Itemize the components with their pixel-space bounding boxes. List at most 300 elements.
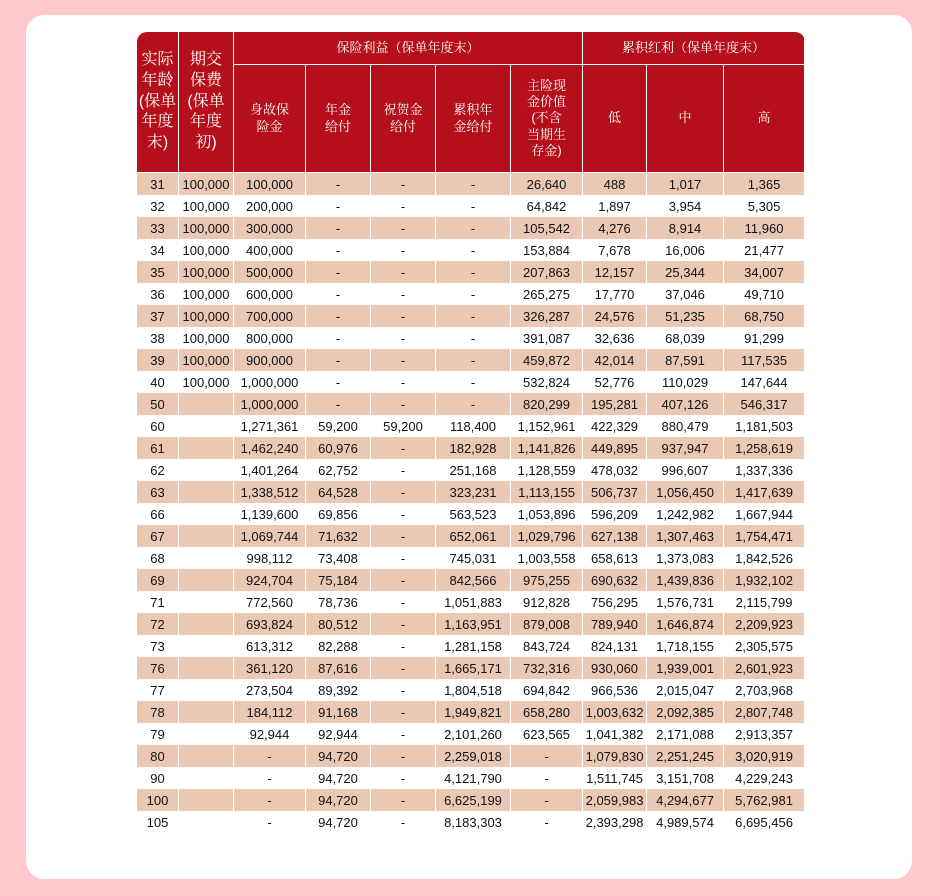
bonus-low-cell: 1,041,382 bbox=[583, 723, 647, 745]
age-cell: 60 bbox=[137, 415, 179, 437]
cash-value-cell: 843,724 bbox=[511, 635, 583, 657]
annuity-cell: - bbox=[306, 173, 371, 196]
bonus-mid-cell: 2,092,385 bbox=[647, 701, 724, 723]
annuity-cell: 64,528 bbox=[306, 481, 371, 503]
premium-cell bbox=[179, 811, 234, 833]
bonus-low-cell: 488 bbox=[583, 173, 647, 196]
bonus-mid-cell: 8,914 bbox=[647, 217, 724, 239]
congrats-cell: - bbox=[371, 239, 436, 261]
cash-value-cell: 207,863 bbox=[511, 261, 583, 283]
table-row bbox=[137, 481, 805, 503]
age-cell: 62 bbox=[137, 459, 179, 481]
death-benefit-cell: 924,704 bbox=[234, 569, 306, 591]
benefits-group-header: 保险利益（保单年度末） bbox=[234, 32, 583, 65]
premium-cell bbox=[179, 591, 234, 613]
cash-value-cell: - bbox=[511, 789, 583, 811]
death-benefit-cell: 772,560 bbox=[234, 591, 306, 613]
cash-value-cell: 265,275 bbox=[511, 283, 583, 305]
table-row bbox=[137, 679, 805, 701]
bonus-low-cell: 658,613 bbox=[583, 547, 647, 569]
premium-cell bbox=[179, 459, 234, 481]
bonus-high-cell: 1,667,944 bbox=[724, 503, 805, 525]
cash-value-cell: 1,029,796 bbox=[511, 525, 583, 547]
congrats-cell: - bbox=[371, 679, 436, 701]
premium-cell bbox=[179, 481, 234, 503]
bonus-mid-cell: 996,607 bbox=[647, 459, 724, 481]
annuity-cell: 92,944 bbox=[306, 723, 371, 745]
table-row bbox=[137, 811, 805, 833]
table-row bbox=[137, 327, 805, 349]
bonus-high-cell: 546,317 bbox=[724, 393, 805, 415]
death-benefit-cell: 500,000 bbox=[234, 261, 306, 283]
bonus-low-cell: 756,295 bbox=[583, 591, 647, 613]
age-cell: 32 bbox=[137, 195, 179, 217]
bonus-low-cell: 42,014 bbox=[583, 349, 647, 371]
bonus-mid-cell: 1,439,836 bbox=[647, 569, 724, 591]
table-row bbox=[137, 503, 805, 525]
death-benefit-cell: 700,000 bbox=[234, 305, 306, 327]
congrats-cell: 59,200 bbox=[371, 415, 436, 437]
congrats-header: 祝贺金 给付 bbox=[371, 65, 436, 173]
table-row bbox=[137, 305, 805, 327]
cumulative-annuity-cell: 323,231 bbox=[436, 481, 511, 503]
premium-cell bbox=[179, 723, 234, 745]
annuity-cell: - bbox=[306, 349, 371, 371]
age-cell: 35 bbox=[137, 261, 179, 283]
cash-value-cell: 391,087 bbox=[511, 327, 583, 349]
premium-cell: 100,000 bbox=[179, 195, 234, 217]
premium-cell bbox=[179, 701, 234, 723]
bonus-low-cell: 506,737 bbox=[583, 481, 647, 503]
death-benefit-cell: 1,338,512 bbox=[234, 481, 306, 503]
premium-cell: 100,000 bbox=[179, 173, 234, 196]
death-benefit-cell: 613,312 bbox=[234, 635, 306, 657]
age-cell: 33 bbox=[137, 217, 179, 239]
table-row bbox=[137, 173, 805, 196]
annuity-cell: - bbox=[306, 371, 371, 393]
death-benefit-cell: 200,000 bbox=[234, 195, 306, 217]
annuity-cell: 60,976 bbox=[306, 437, 371, 459]
bonus-high-cell: 1,932,102 bbox=[724, 569, 805, 591]
table-row bbox=[137, 745, 805, 767]
age-cell: 31 bbox=[137, 173, 179, 196]
congrats-cell: - bbox=[371, 173, 436, 196]
table-row bbox=[137, 393, 805, 415]
premium-cell bbox=[179, 635, 234, 657]
table-row bbox=[137, 613, 805, 635]
age-cell: 69 bbox=[137, 569, 179, 591]
bonus-group-header: 累积红利（保单年度末） bbox=[583, 32, 805, 65]
cumulative-annuity-cell: 1,804,518 bbox=[436, 679, 511, 701]
cumulative-annuity-cell: 251,168 bbox=[436, 459, 511, 481]
death-benefit-cell: 92,944 bbox=[234, 723, 306, 745]
premium-cell: 100,000 bbox=[179, 217, 234, 239]
table-row bbox=[137, 591, 805, 613]
death-benefit-cell: 1,271,361 bbox=[234, 415, 306, 437]
bonus-low-cell: 1,003,632 bbox=[583, 701, 647, 723]
premium-cell bbox=[179, 437, 234, 459]
annuity-cell: 94,720 bbox=[306, 811, 371, 833]
premium-cell: 100,000 bbox=[179, 261, 234, 283]
cumulative-annuity-cell: - bbox=[436, 173, 511, 196]
congrats-cell: - bbox=[371, 789, 436, 811]
cumulative-annuity-cell: - bbox=[436, 261, 511, 283]
cash-value-cell: 1,113,155 bbox=[511, 481, 583, 503]
bonus-high-cell: 3,020,919 bbox=[724, 745, 805, 767]
congrats-cell: - bbox=[371, 503, 436, 525]
cash-value-cell: 732,316 bbox=[511, 657, 583, 679]
bonus-high-cell: 1,337,336 bbox=[724, 459, 805, 481]
bonus-mid-cell: 37,046 bbox=[647, 283, 724, 305]
bonus-high-cell: 6,695,456 bbox=[724, 811, 805, 833]
bonus-high-cell: 1,417,639 bbox=[724, 481, 805, 503]
bonus-low-cell: 17,770 bbox=[583, 283, 647, 305]
bonus-low-cell: 824,131 bbox=[583, 635, 647, 657]
annuity-cell: 75,184 bbox=[306, 569, 371, 591]
cash-value-cell: 1,141,826 bbox=[511, 437, 583, 459]
bonus-high-cell: 4,229,243 bbox=[724, 767, 805, 789]
bonus-high-cell: 2,115,799 bbox=[724, 591, 805, 613]
premium-cell: 100,000 bbox=[179, 327, 234, 349]
cash-value-cell: 1,152,961 bbox=[511, 415, 583, 437]
cash-value-cell: - bbox=[511, 767, 583, 789]
bonus-high-cell: 147,644 bbox=[724, 371, 805, 393]
death-benefit-cell: - bbox=[234, 767, 306, 789]
bonus-high-cell: 2,913,357 bbox=[724, 723, 805, 745]
table-row bbox=[137, 547, 805, 569]
age-header: 实际 年龄 (保单 年度 末) bbox=[137, 32, 179, 173]
premium-cell: 100,000 bbox=[179, 371, 234, 393]
table-body bbox=[137, 173, 805, 834]
bonus-high-cell: 117,535 bbox=[724, 349, 805, 371]
cumulative-annuity-cell: - bbox=[436, 217, 511, 239]
age-cell: 39 bbox=[137, 349, 179, 371]
bonus-low-cell: 1,897 bbox=[583, 195, 647, 217]
age-cell: 37 bbox=[137, 305, 179, 327]
death-benefit-cell: 1,069,744 bbox=[234, 525, 306, 547]
annuity-cell: - bbox=[306, 305, 371, 327]
congrats-cell: - bbox=[371, 569, 436, 591]
congrats-cell: - bbox=[371, 459, 436, 481]
bonus-low-cell: 1,511,745 bbox=[583, 767, 647, 789]
congrats-cell: - bbox=[371, 635, 436, 657]
death-benefit-cell: - bbox=[234, 745, 306, 767]
bonus-mid-cell: 407,126 bbox=[647, 393, 724, 415]
table-row bbox=[137, 569, 805, 591]
death-benefit-cell: - bbox=[234, 789, 306, 811]
cash-value-cell: 1,053,896 bbox=[511, 503, 583, 525]
bonus-low-cell: 4,276 bbox=[583, 217, 647, 239]
age-cell: 79 bbox=[137, 723, 179, 745]
death-benefit-cell: 1,139,600 bbox=[234, 503, 306, 525]
age-cell: 72 bbox=[137, 613, 179, 635]
congrats-cell: - bbox=[371, 371, 436, 393]
annuity-header: 年金 给付 bbox=[306, 65, 371, 173]
annuity-cell: 73,408 bbox=[306, 547, 371, 569]
annuity-cell: - bbox=[306, 217, 371, 239]
annuity-cell: 59,200 bbox=[306, 415, 371, 437]
bonus-mid-cell: 1,646,874 bbox=[647, 613, 724, 635]
bonus-mid-cell: 1,242,982 bbox=[647, 503, 724, 525]
bonus-high-cell: 5,305 bbox=[724, 195, 805, 217]
congrats-cell: - bbox=[371, 811, 436, 833]
cumulative-annuity-cell: 842,566 bbox=[436, 569, 511, 591]
table-row bbox=[137, 415, 805, 437]
bonus-high-cell: 5,762,981 bbox=[724, 789, 805, 811]
bonus-mid-cell: 1,017 bbox=[647, 173, 724, 196]
annuity-cell: 94,720 bbox=[306, 767, 371, 789]
bonus-mid-cell: 87,591 bbox=[647, 349, 724, 371]
annuity-cell: 62,752 bbox=[306, 459, 371, 481]
table-row bbox=[137, 217, 805, 239]
age-cell: 78 bbox=[137, 701, 179, 723]
bonus-mid-cell: 68,039 bbox=[647, 327, 724, 349]
premium-header: 期交 保费 (保单 年度 初) bbox=[179, 32, 234, 173]
death-benefit-cell: 1,462,240 bbox=[234, 437, 306, 459]
cash-value-cell: - bbox=[511, 811, 583, 833]
age-cell: 40 bbox=[137, 371, 179, 393]
premium-cell bbox=[179, 525, 234, 547]
table-row bbox=[137, 371, 805, 393]
bonus-mid-cell: 880,479 bbox=[647, 415, 724, 437]
cash-value-cell: 975,255 bbox=[511, 569, 583, 591]
congrats-cell: - bbox=[371, 217, 436, 239]
annuity-cell: - bbox=[306, 261, 371, 283]
premium-cell bbox=[179, 569, 234, 591]
annuity-cell: 82,288 bbox=[306, 635, 371, 657]
cumulative-annuity-cell: 563,523 bbox=[436, 503, 511, 525]
death-benefit-cell: - bbox=[234, 811, 306, 833]
bonus-mid-cell: 25,344 bbox=[647, 261, 724, 283]
bonus-high-cell: 2,807,748 bbox=[724, 701, 805, 723]
cumulative-annuity-cell: 2,101,260 bbox=[436, 723, 511, 745]
premium-cell: 100,000 bbox=[179, 283, 234, 305]
bonus-high-cell: 1,181,503 bbox=[724, 415, 805, 437]
congrats-cell: - bbox=[371, 437, 436, 459]
cash-value-cell: 694,842 bbox=[511, 679, 583, 701]
annuity-cell: 91,168 bbox=[306, 701, 371, 723]
bonus-mid-cell: 16,006 bbox=[647, 239, 724, 261]
bonus-high-header: 高 bbox=[724, 65, 805, 173]
table-row bbox=[137, 195, 805, 217]
table-row bbox=[137, 349, 805, 371]
cumulative-annuity-cell: 6,625,199 bbox=[436, 789, 511, 811]
cumulative-annuity-cell: 1,665,171 bbox=[436, 657, 511, 679]
cumulative-annuity-cell: 4,121,790 bbox=[436, 767, 511, 789]
death-benefit-cell: 900,000 bbox=[234, 349, 306, 371]
age-cell: 38 bbox=[137, 327, 179, 349]
congrats-cell: - bbox=[371, 591, 436, 613]
table-row bbox=[137, 657, 805, 679]
cumulative-annuity-cell: - bbox=[436, 283, 511, 305]
bonus-high-cell: 2,209,923 bbox=[724, 613, 805, 635]
bonus-mid-cell: 1,056,450 bbox=[647, 481, 724, 503]
cumulative-annuity-header: 累积年 金给付 bbox=[436, 65, 511, 173]
age-cell: 80 bbox=[137, 745, 179, 767]
cash-value-cell: 105,542 bbox=[511, 217, 583, 239]
age-cell: 71 bbox=[137, 591, 179, 613]
cumulative-annuity-cell: 745,031 bbox=[436, 547, 511, 569]
table-row bbox=[137, 701, 805, 723]
premium-cell: 100,000 bbox=[179, 305, 234, 327]
annuity-cell: - bbox=[306, 283, 371, 305]
bonus-low-cell: 7,678 bbox=[583, 239, 647, 261]
annuity-cell: 89,392 bbox=[306, 679, 371, 701]
age-cell: 73 bbox=[137, 635, 179, 657]
table-row bbox=[137, 261, 805, 283]
death-benefit-cell: 1,401,264 bbox=[234, 459, 306, 481]
cash-value-cell: 879,008 bbox=[511, 613, 583, 635]
cash-value-cell: 912,828 bbox=[511, 591, 583, 613]
annuity-cell: - bbox=[306, 327, 371, 349]
age-cell: 36 bbox=[137, 283, 179, 305]
premium-cell bbox=[179, 789, 234, 811]
bonus-high-cell: 2,601,923 bbox=[724, 657, 805, 679]
premium-cell: 100,000 bbox=[179, 239, 234, 261]
cash-value-cell: 1,003,558 bbox=[511, 547, 583, 569]
cumulative-annuity-cell: 1,163,951 bbox=[436, 613, 511, 635]
bonus-low-cell: 1,079,830 bbox=[583, 745, 647, 767]
bonus-low-cell: 32,636 bbox=[583, 327, 647, 349]
age-cell: 61 bbox=[137, 437, 179, 459]
bonus-mid-cell: 2,171,088 bbox=[647, 723, 724, 745]
table-row bbox=[137, 767, 805, 789]
bonus-mid-cell: 4,294,677 bbox=[647, 789, 724, 811]
cumulative-annuity-cell: 1,281,158 bbox=[436, 635, 511, 657]
cash-value-cell: 532,824 bbox=[511, 371, 583, 393]
bonus-mid-cell: 4,989,574 bbox=[647, 811, 724, 833]
bonus-high-cell: 34,007 bbox=[724, 261, 805, 283]
cash-value-cell: 153,884 bbox=[511, 239, 583, 261]
bonus-low-cell: 2,059,983 bbox=[583, 789, 647, 811]
bonus-low-cell: 24,576 bbox=[583, 305, 647, 327]
bonus-low-cell: 596,209 bbox=[583, 503, 647, 525]
annuity-cell: - bbox=[306, 393, 371, 415]
age-cell: 34 bbox=[137, 239, 179, 261]
cash-value-cell: 623,565 bbox=[511, 723, 583, 745]
cumulative-annuity-cell: - bbox=[436, 239, 511, 261]
death-benefit-cell: 693,824 bbox=[234, 613, 306, 635]
bonus-mid-cell: 3,151,708 bbox=[647, 767, 724, 789]
cumulative-annuity-cell: 8,183,303 bbox=[436, 811, 511, 833]
premium-cell bbox=[179, 745, 234, 767]
congrats-cell: - bbox=[371, 195, 436, 217]
bonus-low-cell: 52,776 bbox=[583, 371, 647, 393]
table-row bbox=[137, 723, 805, 745]
age-cell: 50 bbox=[137, 393, 179, 415]
bonus-mid-cell: 937,947 bbox=[647, 437, 724, 459]
premium-cell bbox=[179, 415, 234, 437]
age-cell: 63 bbox=[137, 481, 179, 503]
cumulative-annuity-cell: 118,400 bbox=[436, 415, 511, 437]
congrats-cell: - bbox=[371, 393, 436, 415]
death-benefit-cell: 361,120 bbox=[234, 657, 306, 679]
cumulative-annuity-cell: - bbox=[436, 393, 511, 415]
congrats-cell: - bbox=[371, 481, 436, 503]
congrats-cell: - bbox=[371, 613, 436, 635]
cash-value-header: 主险现 金价值 (不含 当期生 存金) bbox=[511, 65, 583, 173]
table-row bbox=[137, 789, 805, 811]
bonus-mid-cell: 1,373,083 bbox=[647, 547, 724, 569]
cash-value-cell: 326,287 bbox=[511, 305, 583, 327]
bonus-high-cell: 21,477 bbox=[724, 239, 805, 261]
bonus-high-cell: 1,754,471 bbox=[724, 525, 805, 547]
cash-value-cell: - bbox=[511, 745, 583, 767]
bonus-low-cell: 422,329 bbox=[583, 415, 647, 437]
bonus-mid-cell: 110,029 bbox=[647, 371, 724, 393]
congrats-cell: - bbox=[371, 327, 436, 349]
bonus-high-cell: 91,299 bbox=[724, 327, 805, 349]
bonus-mid-cell: 2,251,245 bbox=[647, 745, 724, 767]
premium-cell bbox=[179, 767, 234, 789]
cash-value-cell: 64,842 bbox=[511, 195, 583, 217]
benefit-illustration-table bbox=[136, 31, 805, 833]
cash-value-cell: 820,299 bbox=[511, 393, 583, 415]
death-benefit-cell: 1,000,000 bbox=[234, 393, 306, 415]
bonus-mid-cell: 1,307,463 bbox=[647, 525, 724, 547]
bonus-low-cell: 12,157 bbox=[583, 261, 647, 283]
annuity-cell: 78,736 bbox=[306, 591, 371, 613]
death-benefit-cell: 184,112 bbox=[234, 701, 306, 723]
bonus-high-cell: 49,710 bbox=[724, 283, 805, 305]
death-benefit-cell: 400,000 bbox=[234, 239, 306, 261]
bonus-mid-cell: 2,015,047 bbox=[647, 679, 724, 701]
congrats-cell: - bbox=[371, 305, 436, 327]
bonus-mid-cell: 1,939,001 bbox=[647, 657, 724, 679]
bonus-low-cell: 966,536 bbox=[583, 679, 647, 701]
annuity-cell: 94,720 bbox=[306, 745, 371, 767]
premium-cell bbox=[179, 393, 234, 415]
cash-value-cell: 658,280 bbox=[511, 701, 583, 723]
congrats-cell: - bbox=[371, 767, 436, 789]
cash-value-cell: 1,128,559 bbox=[511, 459, 583, 481]
bonus-high-cell: 1,842,526 bbox=[724, 547, 805, 569]
cumulative-annuity-cell: 2,259,018 bbox=[436, 745, 511, 767]
death-benefit-cell: 300,000 bbox=[234, 217, 306, 239]
congrats-cell: - bbox=[371, 349, 436, 371]
cumulative-annuity-cell: - bbox=[436, 371, 511, 393]
bonus-high-cell: 2,305,575 bbox=[724, 635, 805, 657]
table-row bbox=[137, 459, 805, 481]
congrats-cell: - bbox=[371, 283, 436, 305]
premium-cell bbox=[179, 679, 234, 701]
bonus-mid-cell: 3,954 bbox=[647, 195, 724, 217]
bonus-low-cell: 930,060 bbox=[583, 657, 647, 679]
cash-value-cell: 26,640 bbox=[511, 173, 583, 196]
bonus-mid-cell: 51,235 bbox=[647, 305, 724, 327]
death-benefit-cell: 600,000 bbox=[234, 283, 306, 305]
cumulative-annuity-cell: - bbox=[436, 305, 511, 327]
bonus-high-cell: 68,750 bbox=[724, 305, 805, 327]
congrats-cell: - bbox=[371, 745, 436, 767]
table-row bbox=[137, 283, 805, 305]
annuity-cell: 80,512 bbox=[306, 613, 371, 635]
bonus-high-cell: 2,703,968 bbox=[724, 679, 805, 701]
annuity-cell: 87,616 bbox=[306, 657, 371, 679]
bonus-high-cell: 1,258,619 bbox=[724, 437, 805, 459]
annuity-cell: 69,856 bbox=[306, 503, 371, 525]
age-cell: 76 bbox=[137, 657, 179, 679]
bonus-low-cell: 627,138 bbox=[583, 525, 647, 547]
premium-cell bbox=[179, 657, 234, 679]
congrats-cell: - bbox=[371, 723, 436, 745]
bonus-low-cell: 2,393,298 bbox=[583, 811, 647, 833]
annuity-cell: 94,720 bbox=[306, 789, 371, 811]
age-cell: 100 bbox=[137, 789, 179, 811]
bonus-low-cell: 195,281 bbox=[583, 393, 647, 415]
annuity-cell: 71,632 bbox=[306, 525, 371, 547]
cumulative-annuity-cell: - bbox=[436, 327, 511, 349]
